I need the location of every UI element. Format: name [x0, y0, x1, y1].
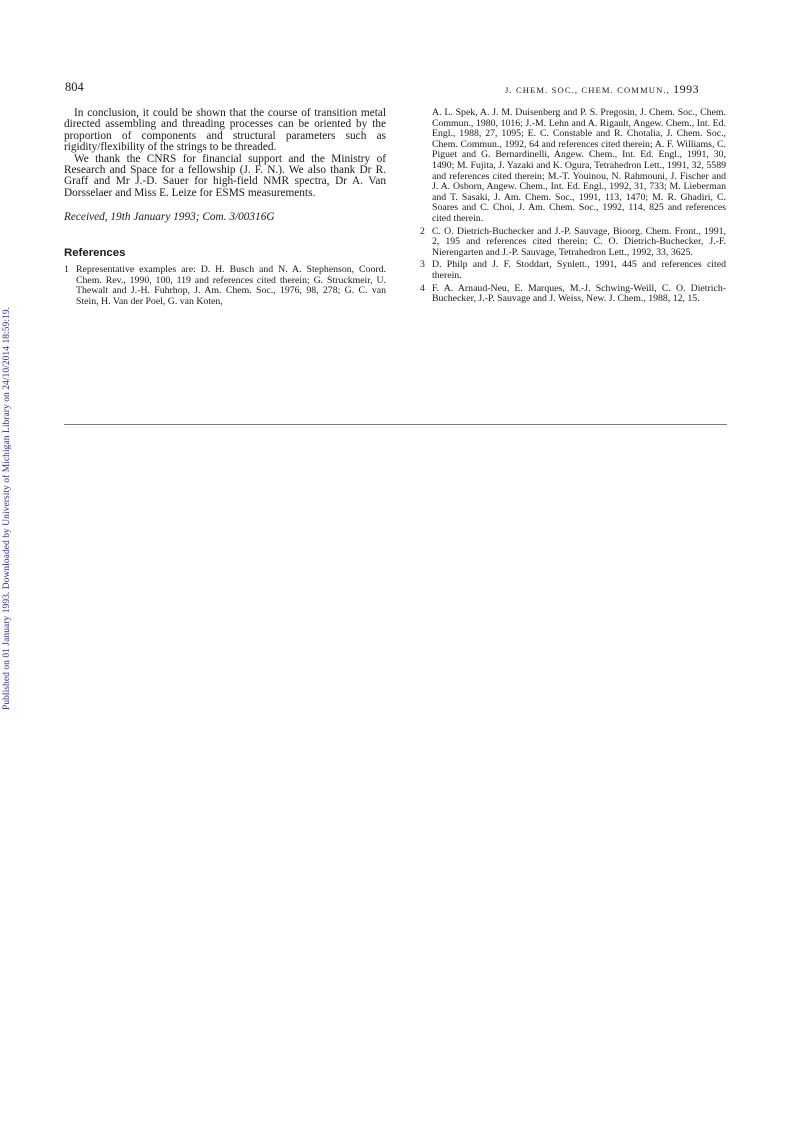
journal-running-header — [505, 82, 699, 97]
right-column — [420, 108, 726, 305]
reference-1 — [64, 265, 386, 307]
page-number: 804 — [65, 80, 84, 94]
reference-2 — [420, 227, 726, 259]
reference-3-text: D. Philp and J. F. Stoddart, Synlett., 1991, 445 and references cited therein. — [432, 259, 726, 281]
reference-number: 2 — [420, 225, 425, 237]
reference-number: 1 — [64, 264, 69, 276]
references-heading: References — [64, 246, 126, 259]
reference-1-continued: A. L. Spek, A. J. M. Duisenberg and P. S. Pregosin, J. Chem. Soc., Chem. Commun., 1980, 1016; J.-M. Lehn and A. Rigault, Angew. Chem., Int. Ed. Engl., 1988, 27, 1095; E. C. Constable and R. Chotalia, J. Chem. Soc., Chem. Commun., 1992, 64 and references cited therein; A. F. Williams, C. Piguet and G. Bernardinelli, Angew. Chem., Int. Ed. Engl., 1991, 30, 1490; M. Fujita, J. Yazaki and K. Ogura, Tetrahedron Lett., 1991, 32, 5589 and references cited therein; M.-T. Youinou, N. Rahmouni, J. Fischer and J. A. Osborn, Angew. Chem., Int. Ed. Engl., 1992, 31, 733; M. Lieberman and T. Sasaki, J. Am. Chem. Soc., 1991, 113, 1470; M. R. Ghadiri, C. Soares and C. Choi, J. Am. Chem. Soc., 1992, 114, 825 and references cited therein. — [432, 107, 726, 224]
reference-1-text: Representative examples are: D. H. Busch and N. A. Stephenson, Coord. Chem. Rev., 1990, 100, 119 and references cited therein; G. Struckmeir, U. Thewalt and J.-H. Fuhrhop, J. Am. Chem. Soc., 1976, 98, 278; G. C. van Stein, H. Van der Poel, G. van Koten, — [76, 264, 386, 307]
journal-title: J. CHEM. SOC., CHEM. COMMUN., — [505, 85, 670, 95]
reference-4 — [420, 284, 726, 305]
page-end-rule — [64, 424, 727, 425]
reference-3 — [420, 260, 726, 281]
reference-number: 3 — [420, 259, 425, 271]
reference-4-text: F. A. Arnaud-Neu, E. Marques, M.-J. Schwing-Weill, C. O. Dietrich-Buchecker, J.-P. Sauvage and J. Weiss, New. J. Chem., 1988, 12, 15. — [432, 282, 726, 305]
reference-number: 4 — [420, 282, 425, 294]
download-watermark — [2, 250, 18, 710]
download-watermark-text: Published on 01 January 1993. Downloaded by University of Michigan Library on 24/10/2014 18:59:19. — [2, 306, 12, 710]
acknowledgement-paragraph: We thank the CNRS for financial support and the Ministry of Research and Space for a fellowship (J. F. N.). We also thank Dr R. Graff and Mr J.-D. Sauer for high-field NMR spectra, Dr A. Van Dorsselaer and Miss E. Leize for ESMS measurements. — [64, 152, 386, 199]
received-line: Received, 19th January 1993; Com. 3/00316G — [64, 211, 275, 224]
reference-2-text: C. O. Dietrich-Buchecker and J.-P. Sauvage, Bioorg. Chem. Front., 1991, 2, 195 and references cited therein; C. O. Dietrich-Buchecker, J.-F. Nierengarten and J.-P. Sauvage, Tetrahedron Lett., 1992, 33, 3625. — [432, 225, 726, 258]
left-column — [64, 108, 386, 307]
journal-year: 1993 — [673, 82, 700, 96]
reference-list-left — [64, 265, 386, 307]
conclusion-paragraph: In conclusion, it could be shown that the course of transition metal directed assembling and threading processes can be oriented by the proportion of components and structural parameters such as rigidity/flexibility of the strings to be threaded. — [64, 107, 386, 154]
